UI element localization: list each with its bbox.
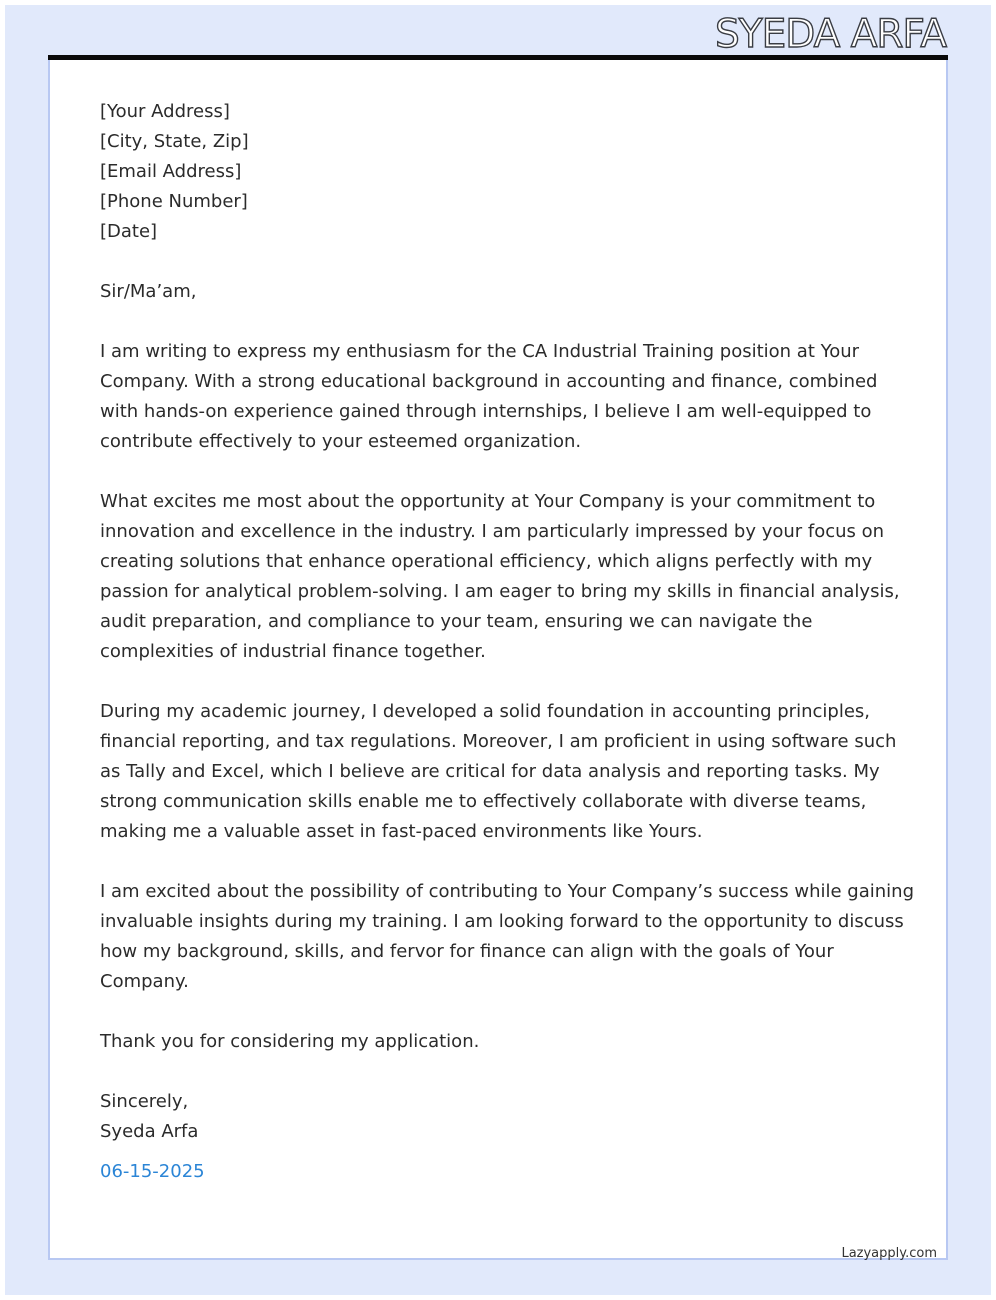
paragraph-line: contribute effectively to your esteemed organization. xyxy=(100,431,582,452)
letter-body xyxy=(100,97,915,1187)
paragraph-line: Company. With a strong educational background in accounting and finance, combined xyxy=(100,371,878,392)
letter-date: 06-15-2025 xyxy=(100,1161,205,1182)
paragraph-line: invaluable insights during my training. I am looking forward to the opportunity to discuss xyxy=(100,911,904,932)
paragraph-line: innovation and excellence in the industry. I am particularly impressed by your focus on xyxy=(100,521,885,542)
signer-name: Syeda Arfa xyxy=(100,1121,199,1142)
paragraph-1 xyxy=(100,337,900,457)
salutation-text: Sir/Ma’am, xyxy=(100,281,197,302)
paragraph-line: with hands-on experience gained through internships, I believe I am well-equipped to xyxy=(100,401,872,422)
paragraph-4 xyxy=(100,877,915,997)
address-block xyxy=(100,97,900,247)
paragraph-line: financial reporting, and tax regulations. Moreover, I am proficient in using software such xyxy=(100,731,897,752)
paragraph-line: What excites me most about the opportunity at Your Company is your commitment to xyxy=(100,491,876,512)
paragraph-line: passion for analytical problem-solving. I am eager to bring my skills in financial analysis, xyxy=(100,581,900,602)
city-state-zip-line: [City, State, Zip] xyxy=(100,131,249,152)
sign-off: Sincerely, xyxy=(100,1091,189,1112)
footer-watermark: Lazyapply.com xyxy=(841,1246,937,1261)
paragraph-line: Thank you for considering my application. xyxy=(100,1031,480,1052)
paragraph-line: Company. xyxy=(100,971,189,992)
paragraph-line: I am excited about the possibility of contributing to Your Company’s success while gaining xyxy=(100,881,915,902)
spacer xyxy=(100,247,900,277)
paragraph-3 xyxy=(100,697,900,847)
paragraph-2 xyxy=(100,487,900,667)
paragraph-line: During my academic journey, I developed a solid foundation in accounting principles, xyxy=(100,701,870,722)
paragraph-line: strong communication skills enable me to effectively collaborate with diverse teams, xyxy=(100,791,867,812)
paragraph-5 xyxy=(100,1027,900,1057)
paragraph-line: making me a valuable asset in fast-paced environments like Yours. xyxy=(100,821,703,842)
paragraph-line: audit preparation, and compliance to your team, ensuring we can navigate the xyxy=(100,611,813,632)
phone-line: [Phone Number] xyxy=(100,191,248,212)
header-name: SYEDA ARFA xyxy=(715,12,946,57)
date-line: [Date] xyxy=(100,221,158,242)
address-line: [Your Address] xyxy=(100,101,230,122)
email-line: [Email Address] xyxy=(100,161,242,182)
paragraph-line: complexities of industrial finance together. xyxy=(100,641,486,662)
paragraph-line: as Tally and Excel, which I believe are critical for data analysis and reporting tasks. My xyxy=(100,761,880,782)
closing-block xyxy=(100,1087,900,1187)
salutation xyxy=(100,277,900,307)
paragraph-line: I am writing to express my enthusiasm for the CA Industrial Training position at Your xyxy=(100,341,860,362)
paragraph-line: how my background, skills, and fervor for finance can align with the goals of Your xyxy=(100,941,834,962)
paragraph-line: creating solutions that enhance operational efficiency, which aligns perfectly with my xyxy=(100,551,873,572)
